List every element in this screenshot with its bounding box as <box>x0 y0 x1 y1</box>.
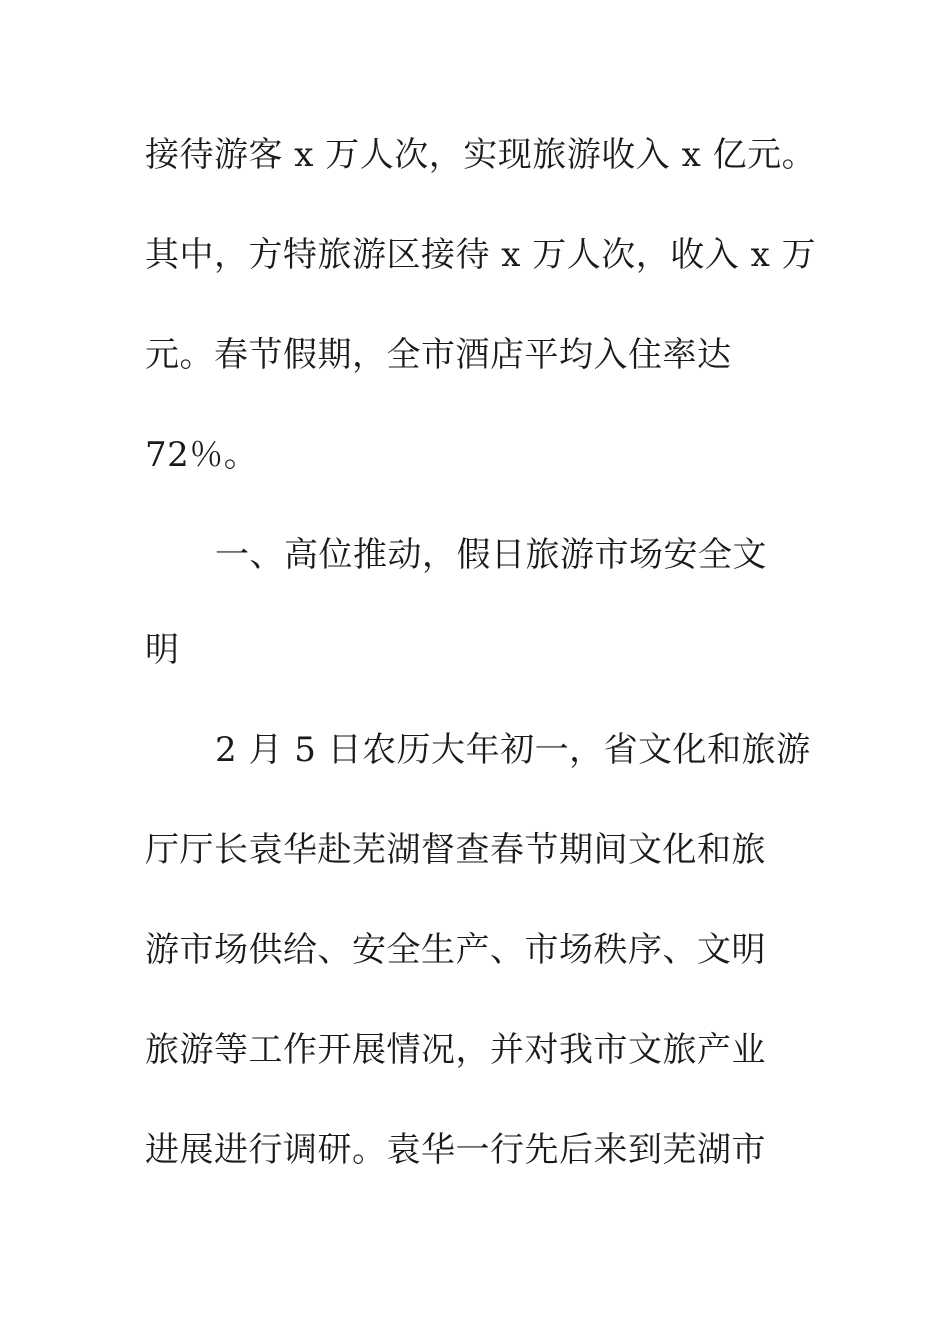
section-heading-line: 明 <box>145 630 180 670</box>
body-text-line: 接待游客 x 万人次，实现旅游收入 x 亿元。 <box>145 135 817 175</box>
section-heading-line: 一、高位推动，假日旅游市场安全文 <box>215 535 767 575</box>
body-text-line: 游市场供给、安全生产、市场秩序、文明 <box>145 930 766 970</box>
body-text-line: 2 月 5 日农历大年初一，省文化和旅游 <box>215 730 811 770</box>
body-text-line: 其中，方特旅游区接待 x 万人次，收入 x 万 <box>145 235 817 275</box>
body-text-line: 元。春节假期，全市酒店平均入住率达 <box>145 335 732 375</box>
body-text-line: 厅厅长袁华赴芜湖督查春节期间文化和旅 <box>145 830 766 870</box>
body-text-line: 72％。 <box>145 435 259 475</box>
body-text-line: 进展进行调研。袁华一行先后来到芜湖市 <box>145 1130 766 1170</box>
body-text-line: 旅游等工作开展情况，并对我市文旅产业 <box>145 1030 766 1070</box>
